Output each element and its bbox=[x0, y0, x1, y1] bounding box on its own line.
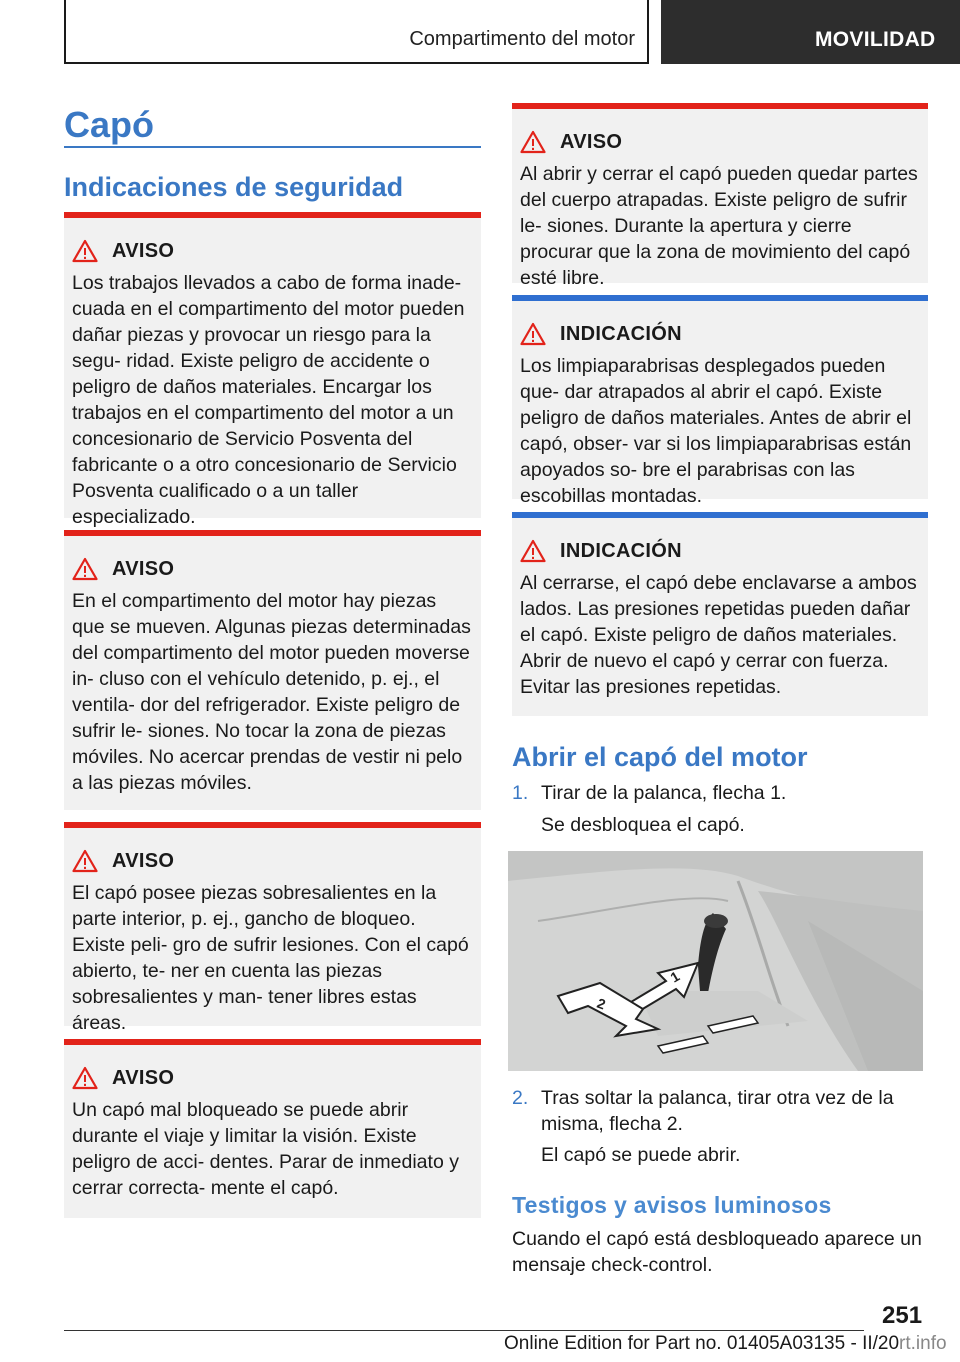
notice-text: Los trabajos llevados a cabo de forma inade‐ cuada en el compartimento del motor pueden dañar piezas y provocar un riesgo para la segu‐ ridad. Existe peligro de accidente o peligro de daños materiales. Encargar los trabajos en el compartimento del motor a un concesionario de Servicio Posventa del fabricante o a otro concesionario de Servicio Posventa cualificado o a un taller especializado. bbox=[72, 272, 465, 528]
open-hood-heading: Abrir el capó del motor bbox=[512, 742, 808, 772]
notice-bar bbox=[64, 530, 481, 536]
page-number: 251 bbox=[882, 1302, 923, 1329]
notice-warning-4 bbox=[64, 1039, 481, 1218]
footer-site[interactable]: rt.info bbox=[899, 1333, 947, 1354]
title-rule bbox=[64, 146, 481, 148]
warning-icon bbox=[72, 1066, 98, 1090]
notice-text: Al cerrarse, el capó debe enclavarse a ambos lados. Las presiones repetidas pueden dañar el capó. Existe peligro de daños materiales. Abrir de nuevo el capó y cerrar con fuerza. Evitar las presiones repetidas. bbox=[520, 572, 917, 698]
notice-text: Un capó mal bloqueado se puede abrir durante el viaje y limitar la visión. Existe peligro de acci‐ dentes. Parar de inmediato y cerrar correcta‐ mente el capó. bbox=[72, 1099, 459, 1199]
indicators-heading: Testigos y avisos luminosos bbox=[512, 1192, 832, 1218]
notice-label: INDICACIÓN bbox=[560, 322, 682, 345]
notice-text: Los limpiaparabrisas desplegados pueden que‐ dar atrapados al abrir el capó. Existe peligro de daños materiales. Antes de abrir el capó, obser‐ var si los limpiaparabrisas están apoyados so‐ bre el parabrisas con las escobillas montadas. bbox=[520, 355, 912, 507]
notice-text: Al abrir y cerrar el capó pueden quedar partes del cuerpo atrapadas. Existe peligro de sufrir le‐ siones. Durante la apertura y cierre procurar que la zona de movimiento del capó esté libre. bbox=[520, 163, 918, 289]
notice-bar bbox=[64, 212, 481, 218]
warning-icon bbox=[520, 539, 546, 563]
warning-icon bbox=[72, 239, 98, 263]
warning-icon bbox=[72, 557, 98, 581]
notice-text: En el compartimento del motor hay piezas que se mueven. Algunas piezas determinadas del compartimento del motor pueden moverse in‐ cluso con el vehículo detenido, p. ej., el ventila‐ dor del refrigerador. Existe peligro de sufrir le‐ siones. No tocar la zona de piezas móviles. No acercar prendas de vestir ni pelo a las piezas móviles. bbox=[72, 590, 471, 794]
step-1 bbox=[512, 780, 929, 840]
warning-icon bbox=[72, 849, 98, 873]
notice-warning-2 bbox=[64, 530, 481, 810]
step-result: El capó se puede abrir. bbox=[541, 1144, 741, 1166]
arrow-1-label: 1 bbox=[667, 967, 683, 986]
indicators-text: Cuando el capó está desbloqueado aparece un mensaje check-control. bbox=[512, 1228, 922, 1276]
footer-edition-text: Online Edition for Part no. 01405A03135 - II/20 bbox=[504, 1333, 900, 1354]
step-result: Se desbloquea el capó. bbox=[541, 814, 745, 836]
step-text: Tirar de la palanca, flecha 1. bbox=[541, 782, 787, 804]
step-text: Tras soltar la palanca, tirar otra vez de la misma, flecha 2. bbox=[541, 1087, 894, 1135]
safety-heading: Indicaciones de seguridad bbox=[64, 172, 404, 202]
notice-bar bbox=[512, 295, 928, 301]
header-section-title: Compartimento del motor bbox=[409, 28, 635, 50]
warning-icon bbox=[520, 322, 546, 346]
notice-label: INDICACIÓN bbox=[560, 539, 682, 562]
notice-label: AVISO bbox=[560, 130, 623, 153]
hood-release-lever-illustration bbox=[508, 851, 923, 1071]
notice-label: AVISO bbox=[112, 557, 175, 580]
step-number: 1. bbox=[512, 782, 529, 804]
notice-info-2 bbox=[512, 512, 928, 716]
notice-warning-1 bbox=[64, 212, 481, 528]
notice-bar bbox=[64, 1039, 481, 1045]
notice-bar bbox=[512, 103, 928, 109]
header-chapter-tab[interactable]: MOVILIDAD bbox=[661, 0, 960, 64]
notice-bar bbox=[512, 512, 928, 518]
footer-edition bbox=[504, 1333, 947, 1355]
notice-label: AVISO bbox=[112, 239, 175, 262]
footer-rule bbox=[64, 1330, 864, 1331]
notice-label: AVISO bbox=[112, 849, 175, 872]
arrow-2-label: 2 bbox=[594, 994, 608, 1013]
notice-label: AVISO bbox=[112, 1066, 175, 1089]
notice-warning-3 bbox=[64, 822, 481, 1034]
notice-text: El capó posee piezas sobresalientes en la parte interior, p. ej., gancho de bloqueo. Existe peli‐ gro de sufrir lesiones. Con el capó abierto, te‐ ner en cuenta las piezas sobresalientes y man‐ tener libres estas áreas. bbox=[72, 882, 469, 1034]
page-title: Capó bbox=[64, 104, 154, 145]
notice-bar bbox=[64, 822, 481, 828]
step-number: 2. bbox=[512, 1087, 529, 1109]
notice-warning-5 bbox=[512, 103, 928, 289]
notice-info-1 bbox=[512, 295, 928, 507]
warning-icon bbox=[520, 130, 546, 154]
step-2 bbox=[512, 1085, 929, 1171]
header-frame bbox=[64, 0, 649, 64]
illustration-svg bbox=[508, 851, 923, 1071]
